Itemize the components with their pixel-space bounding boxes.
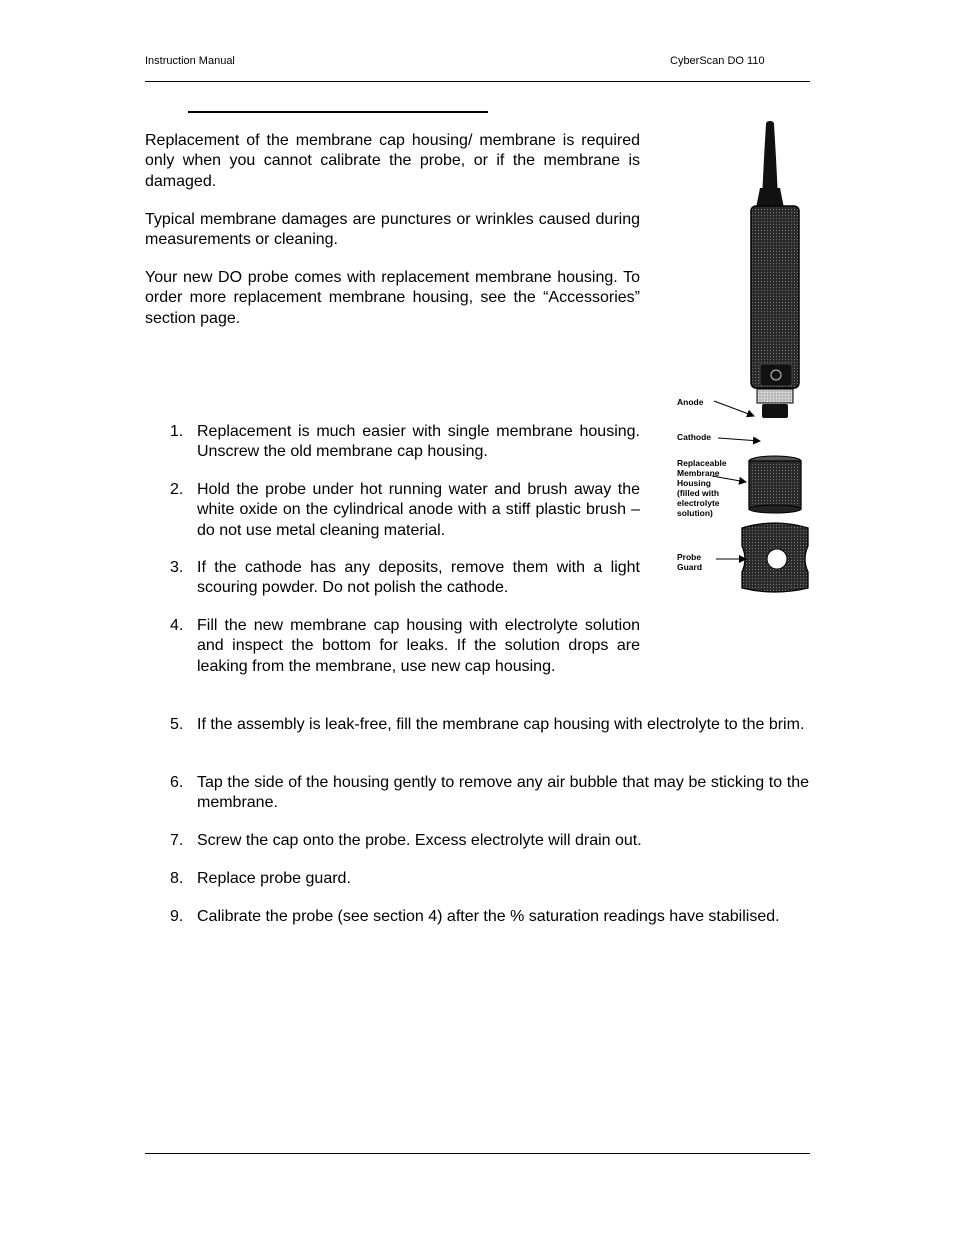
step-1 xyxy=(170,422,640,463)
header-rule xyxy=(145,81,810,82)
step-5 xyxy=(170,715,809,735)
step-text: If the cathode has any deposits, remove them with a light scouring powder. Do not polish the cathode. xyxy=(197,559,640,597)
step-4 xyxy=(170,616,640,677)
step-number: 9. xyxy=(170,908,184,925)
step-text: If the assembly is leak-free, fill the membrane cap housing with electrolyte to the brim. xyxy=(197,716,805,733)
step-number: 2. xyxy=(170,481,184,498)
step-number: 5. xyxy=(170,716,184,733)
step-text: Replace probe guard. xyxy=(197,870,351,887)
probe-body-icon xyxy=(751,206,799,388)
cable-icon xyxy=(762,121,778,198)
cathode-icon xyxy=(762,404,788,418)
step-3 xyxy=(170,558,640,599)
intro-paragraph-1: Replacement of the membrane cap housing/ membrane is required only when you cannot calibrate the probe, or if the membrane is damaged. xyxy=(145,132,640,190)
probe-illustration-icon xyxy=(670,118,815,598)
step-number: 1. xyxy=(170,423,184,440)
cathode-label: Cathode xyxy=(677,432,711,442)
housing-label: Replaceable Membrane Housing (filled with electrolyte solution) xyxy=(677,458,727,518)
section-title-underline xyxy=(188,111,488,113)
step-text: Screw the cap onto the probe. Excess electrolyte will drain out. xyxy=(197,832,642,849)
step-number: 3. xyxy=(170,559,184,576)
step-number: 8. xyxy=(170,870,184,887)
step-number: 4. xyxy=(170,617,184,634)
step-text: Fill the new membrane cap housing with electrolyte solution and inspect the bottom for leaks. If the solution drops are leaking from the membrane, use new cap housing. xyxy=(197,617,640,675)
step-number: 6. xyxy=(170,774,184,791)
membrane-housing-icon xyxy=(749,461,801,509)
step-7 xyxy=(170,831,809,851)
anode-icon xyxy=(757,389,793,403)
anode-label: Anode xyxy=(677,397,704,407)
step-text: Tap the side of the housing gently to remove any air bubble that may be sticking to the membrane. xyxy=(197,774,809,812)
probe-diagram xyxy=(670,118,815,598)
step-number: 7. xyxy=(170,832,184,849)
step-text: Hold the probe under hot running water and brush away the white oxide on the cylindrical anode with a stiff plastic brush – do not use metal cleaning material. xyxy=(197,481,640,539)
intro-paragraph-3: Your new DO probe comes with replacement membrane housing. To order more replacement membrane housing, see the “Accessories” section page. xyxy=(145,269,640,327)
guard-label: Probe Guard xyxy=(677,552,703,572)
header-right-title: CyberScan DO 110 xyxy=(670,55,765,67)
header-left-title: Instruction Manual xyxy=(145,55,235,67)
intro-paragraph-2: Typical membrane damages are punctures or wrinkles caused during measurements or cleaning. xyxy=(145,211,640,249)
step-9 xyxy=(170,907,809,927)
step-text: Replacement is much easier with single membrane housing. Unscrew the old membrane cap housing. xyxy=(197,423,640,461)
step-2 xyxy=(170,480,640,541)
step-8 xyxy=(170,869,809,889)
step-text: Calibrate the probe (see section 4) after the % saturation readings have stabilised. xyxy=(197,908,780,925)
step-6 xyxy=(170,773,809,814)
footer-rule xyxy=(145,1153,810,1154)
